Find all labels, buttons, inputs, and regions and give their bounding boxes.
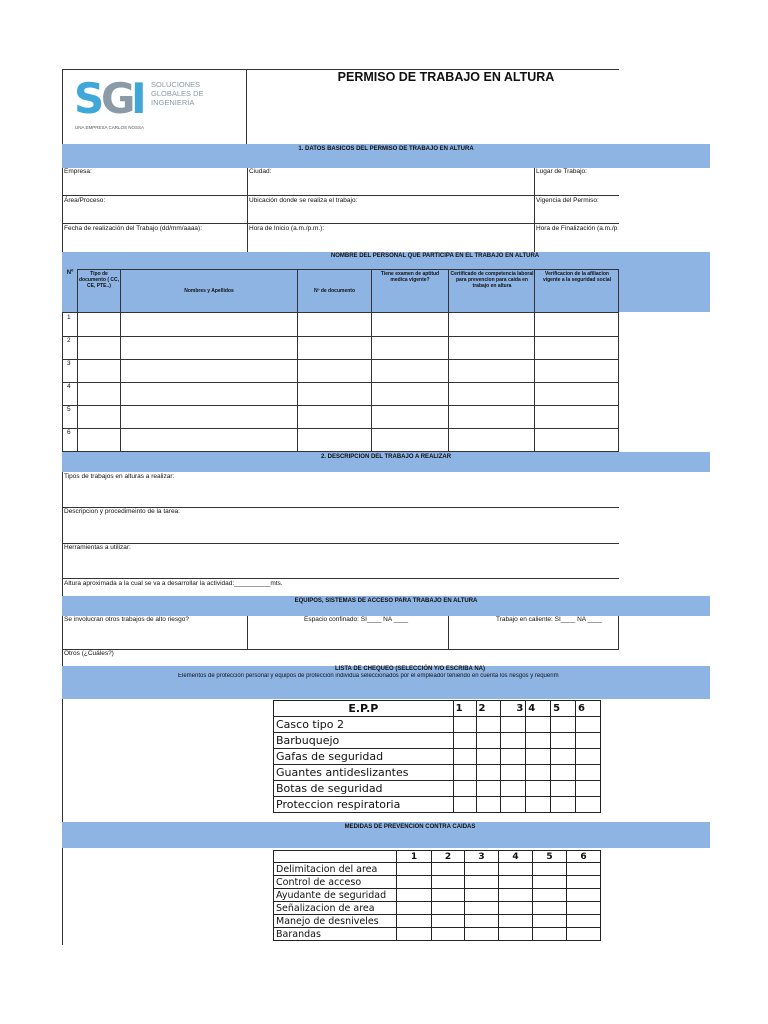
epp-check-cell[interactable]: [576, 733, 601, 749]
medidas-check-cell[interactable]: [397, 915, 432, 928]
herramientas-label: Herramientas a utilizar:: [64, 544, 131, 551]
row-divider: [62, 649, 619, 650]
epp-check-cell[interactable]: [551, 781, 576, 797]
medidas-check-cell[interactable]: [533, 915, 567, 928]
empresa-label: Empresa:: [64, 168, 92, 175]
ubicacion-label: Ubicación donde se realiza el trabajo:: [249, 197, 358, 204]
logo-tagline-line-3: INGENIERÍA: [151, 98, 195, 107]
epp-check-cell[interactable]: [501, 733, 526, 749]
medidas-item-label: Manejo de desniveles: [274, 915, 397, 928]
epp-check-cell[interactable]: [476, 797, 501, 813]
epp-table: [273, 700, 601, 813]
epp-check-cell[interactable]: [526, 749, 551, 765]
medidas-check-cell[interactable]: [533, 928, 567, 941]
medidas-header-blank: [274, 851, 397, 863]
medidas-check-cell[interactable]: [499, 902, 533, 915]
grid-line: [120, 269, 121, 451]
epp-check-cell[interactable]: [526, 765, 551, 781]
grid-line: [448, 269, 449, 451]
medidas-table: [273, 850, 601, 941]
hora-fin-label: Hora de Finalización (a.m./p: [536, 225, 618, 232]
col-documento-header: Nº de documento: [314, 288, 355, 294]
medidas-col-4: 4: [499, 851, 533, 863]
logo-tagline-line-1: SOLUCIONES: [151, 80, 201, 89]
epp-item-label: Casco tipo 2: [274, 717, 454, 733]
tipos-trabajo-label: Tipos de trabajos en alturas a realizar:: [64, 473, 175, 480]
medidas-check-cell[interactable]: [499, 876, 533, 889]
medidas-check-cell[interactable]: [499, 863, 533, 876]
fecha-label: Fecha de realización del Trabajo (dd/mm/aaaa):: [64, 225, 203, 232]
epp-check-cell[interactable]: [551, 797, 576, 813]
medidas-col-6: 6: [567, 851, 601, 863]
row-divider: [62, 195, 619, 196]
grid-line: [297, 269, 298, 451]
logo-letter-i: I: [131, 74, 147, 123]
medidas-check-cell[interactable]: [567, 902, 601, 915]
medidas-col-3: 3: [465, 851, 499, 863]
epp-check-cell[interactable]: [576, 717, 601, 733]
medidas-check-cell[interactable]: [567, 915, 601, 928]
epp-check-cell[interactable]: [501, 765, 526, 781]
medidas-row: [274, 876, 601, 889]
col-nombres-header: Nombres y Apellidos: [184, 288, 234, 294]
medidas-check-cell[interactable]: [567, 928, 601, 941]
col-divider: [247, 616, 248, 649]
grid-line: [371, 269, 372, 451]
epp-col-1: 1: [453, 701, 476, 717]
medidas-check-cell[interactable]: [397, 902, 432, 915]
epp-check-cell[interactable]: [526, 781, 551, 797]
medidas-check-cell[interactable]: [397, 876, 432, 889]
medidas-check-cell[interactable]: [397, 889, 432, 902]
grid-line: [77, 269, 78, 451]
medidas-check-cell[interactable]: [533, 902, 567, 915]
epp-check-cell[interactable]: [576, 749, 601, 765]
epp-item-label: Barbuquejo: [274, 733, 454, 749]
page-title: PERMISO DE TRABAJO EN ALTURA: [337, 70, 555, 84]
epp-row: [274, 781, 601, 797]
medidas-row: [274, 863, 601, 876]
epp-item-label: Guantes antideslizantes: [274, 765, 454, 781]
ciudad-label: Ciudad:: [249, 168, 272, 175]
medidas-check-cell[interactable]: [499, 915, 533, 928]
epp-check-cell[interactable]: [501, 797, 526, 813]
section1-title: 1. DATOS BASICOS DEL PERMISO DE TRABAJO EN ALTURA: [298, 146, 474, 152]
logo-tagline-line-2: GLOBALES DE: [151, 89, 204, 98]
col-divider: [247, 168, 248, 252]
medidas-check-cell[interactable]: [567, 876, 601, 889]
epp-row: [274, 733, 601, 749]
epp-check-cell[interactable]: [526, 733, 551, 749]
col-divider: [448, 616, 449, 649]
epp-item-label: Gafas de seguridad: [274, 749, 454, 765]
medidas-check-cell[interactable]: [432, 876, 465, 889]
epp-check-cell[interactable]: [453, 733, 476, 749]
medidas-item-label: Barandas: [274, 928, 397, 941]
epp-check-cell[interactable]: [551, 733, 576, 749]
section2-title: 2. DESCRIPCION DEL TRABAJO A REALIZAR: [320, 454, 452, 460]
col-no-header: Nº: [66, 270, 74, 276]
epp-check-cell[interactable]: [526, 717, 551, 733]
espacio-confinado-label: Espacio confinado: SI____ NA ____: [304, 616, 409, 623]
epp-check-cell[interactable]: [453, 749, 476, 765]
medidas-check-cell[interactable]: [533, 863, 567, 876]
company-logo: [63, 70, 246, 144]
col-certificado-header: Certificado de competencia laboral para prevencion para caida en trabajo en altura: [450, 271, 534, 289]
otros-label: Otros (¿Cuáles?): [64, 650, 114, 657]
epp-check-cell[interactable]: [501, 781, 526, 797]
medidas-check-cell[interactable]: [465, 876, 499, 889]
hora-inicio-label: Hora de Inicio (a.m./p.m.):: [249, 225, 325, 232]
epp-col-4: 4: [526, 701, 551, 717]
medidas-check-cell[interactable]: [397, 863, 432, 876]
logo-letter-g: G: [101, 74, 136, 123]
medidas-check-cell[interactable]: [465, 889, 499, 902]
grid-line: [618, 269, 619, 451]
medidas-item-label: Control de acceso: [274, 876, 397, 889]
col-divider: [618, 616, 619, 649]
epp-item-label: Proteccion respiratoria: [274, 797, 454, 813]
row-number: 4: [67, 383, 71, 390]
epp-col-5: 5: [551, 701, 576, 717]
medidas-check-cell[interactable]: [432, 863, 465, 876]
row-number: 2: [67, 337, 71, 344]
medidas-check-cell[interactable]: [567, 889, 601, 902]
row-divider: [62, 543, 619, 544]
epp-row: [274, 749, 601, 765]
medidas-check-cell[interactable]: [432, 915, 465, 928]
checklist-subtitle: Elementos de protección personal y equipos de protección individua seleccionados por el empleador teniendo en cuenta los riesgos y requerim: [178, 673, 559, 679]
epp-check-cell[interactable]: [551, 749, 576, 765]
checklist-title: LISTA DE CHEQUEO (SELECCIÓN Y/O ESCRIBA NA): [334, 666, 485, 672]
row-divider: [62, 223, 619, 224]
col-verificacion-header: Verificacion de la afiliacion vigente a la seguridad social: [542, 271, 612, 283]
medidas-col-5: 5: [533, 851, 567, 863]
trabajo-caliente-label: Trabajo en caliente: SI____ NA ____: [496, 616, 602, 623]
medidas-row: [274, 915, 601, 928]
medidas-col-2: 2: [432, 851, 465, 863]
medidas-row: [274, 928, 601, 941]
grid-line: [62, 359, 619, 360]
logo-tagline: [151, 80, 204, 107]
lugar-trabajo-label: Lugar de Trabajo:: [536, 168, 587, 175]
medidas-check-cell[interactable]: [397, 928, 432, 941]
col-divider: [534, 168, 535, 252]
equipos-title: EQUIPOS, SISTEMAS DE ACCESO PARA TRABAJO EN ALTURA: [294, 598, 478, 604]
medidas-check-cell[interactable]: [499, 928, 533, 941]
medidas-check-cell[interactable]: [567, 863, 601, 876]
row-number: 1: [67, 314, 71, 321]
epp-check-cell[interactable]: [453, 781, 476, 797]
medidas-check-cell[interactable]: [465, 928, 499, 941]
descripcion-label: Descripcion y procedimeinto de la tarea:: [64, 508, 180, 515]
row-number: 5: [67, 406, 71, 413]
medidas-check-cell[interactable]: [533, 876, 567, 889]
epp-check-cell[interactable]: [526, 797, 551, 813]
medidas-check-cell[interactable]: [533, 889, 567, 902]
grid-line: [62, 428, 619, 429]
medidas-check-cell[interactable]: [432, 889, 465, 902]
epp-check-cell[interactable]: [476, 733, 501, 749]
logo-letter-s: S: [74, 74, 105, 123]
grid-line: [62, 336, 619, 337]
epp-col-6: 6: [576, 701, 601, 717]
epp-check-cell[interactable]: [453, 717, 476, 733]
epp-check-cell[interactable]: [551, 717, 576, 733]
medidas-check-cell[interactable]: [465, 915, 499, 928]
medidas-item-label: Ayudante de seguridad: [274, 889, 397, 902]
epp-check-cell[interactable]: [453, 765, 476, 781]
vigencia-label: Vigencia del Permiso:: [536, 197, 599, 204]
epp-check-cell[interactable]: [476, 781, 501, 797]
grid-line: [534, 269, 535, 451]
grid-line: [62, 405, 619, 406]
epp-col-2: 2: [476, 701, 501, 717]
epp-header: E.P.P: [274, 701, 454, 717]
area-proceso-label: Área/Proceso:: [64, 197, 106, 204]
epp-check-cell[interactable]: [476, 765, 501, 781]
logo-subline: UNA EMPRESA CARLOS NOSSA: [75, 125, 145, 130]
epp-col-3: 3: [501, 701, 526, 717]
epp-item-label: Botas de seguridad: [274, 781, 454, 797]
medidas-check-cell[interactable]: [432, 902, 465, 915]
epp-row: [274, 797, 601, 813]
medidas-check-cell[interactable]: [465, 902, 499, 915]
epp-check-cell[interactable]: [476, 749, 501, 765]
personal-title: NOMBRE DEL PERSONAL QUE PARTICIPA EN EL TRABAJO EN ALTURA: [330, 253, 540, 259]
medidas-row: [274, 889, 601, 902]
medidas-row: [274, 902, 601, 915]
medidas-title: MEDIDAS DE PREVENCION CONTRA CAIDAS: [344, 824, 476, 830]
epp-check-cell[interactable]: [576, 797, 601, 813]
epp-check-cell[interactable]: [501, 749, 526, 765]
medidas-col-1: 1: [397, 851, 432, 863]
epp-check-cell[interactable]: [576, 781, 601, 797]
otros-riesgo-label: Se involucran otros trabajos de alto riesgo?: [64, 616, 190, 623]
medidas-item-label: Delimitacion del area: [274, 863, 397, 876]
medidas-check-cell[interactable]: [432, 928, 465, 941]
medidas-item-label: Señalizacion de area: [274, 902, 397, 915]
epp-row: [274, 717, 601, 733]
col-examen-header: Tiene examen de aptitud medica vigente?: [380, 271, 440, 283]
epp-check-cell[interactable]: [551, 765, 576, 781]
epp-check-cell[interactable]: [501, 717, 526, 733]
row-divider: [62, 578, 619, 579]
grid-line: [62, 382, 619, 383]
altura-label: Altura aproximada a la cual se va a desarrollar la actividad:__________mts.: [64, 580, 283, 587]
medidas-check-cell[interactable]: [465, 863, 499, 876]
epp-check-cell[interactable]: [576, 765, 601, 781]
epp-row: [274, 765, 601, 781]
epp-check-cell[interactable]: [453, 797, 476, 813]
grid-line: [62, 312, 619, 313]
medidas-check-cell[interactable]: [499, 889, 533, 902]
row-number: 6: [67, 429, 71, 436]
col-tipo-doc-header: Tipo de documento ( CC, CE, PTE..): [79, 271, 119, 289]
row-number: 3: [67, 360, 71, 367]
epp-check-cell[interactable]: [476, 717, 501, 733]
